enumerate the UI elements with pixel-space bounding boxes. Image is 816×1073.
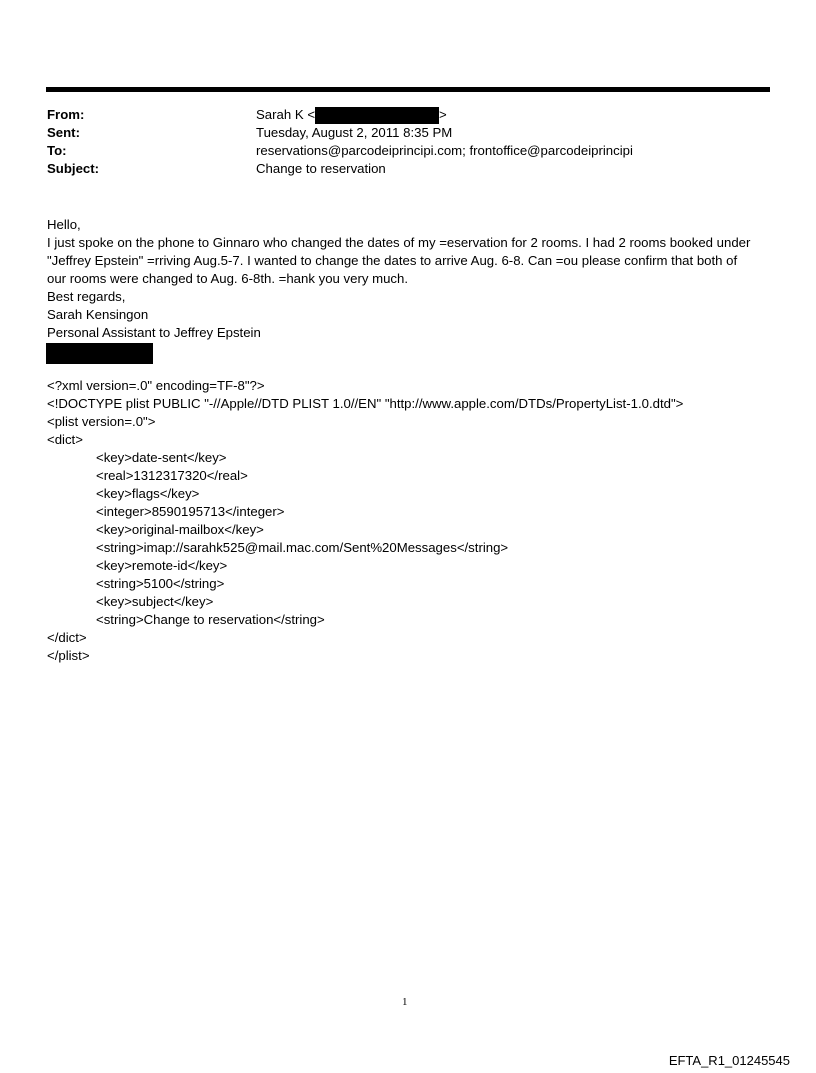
redacted-email-block xyxy=(315,107,439,124)
signature-name: Sarah Kensingon xyxy=(47,307,149,322)
xml-indented-line: <key>original-mailbox</key> xyxy=(96,522,264,537)
sent-label: Sent: xyxy=(47,125,80,140)
from-close-bracket: > xyxy=(439,107,447,122)
xml-indented-line: <real>1312317320</real> xyxy=(96,468,248,483)
xml-indented-line: <integer>8590195713</integer> xyxy=(96,504,285,519)
from-value xyxy=(256,106,447,124)
xml-indented-line: <key>remote-id</key> xyxy=(96,558,228,573)
xml-indented-line: <string>5100</string> xyxy=(96,576,225,591)
bates-number: EFTA_R1_01245545 xyxy=(668,1053,790,1068)
from-label: From: xyxy=(47,107,85,122)
to-value: reservations@parcodeiprincipi.com; frontoffice@parcodeiprincipi xyxy=(256,143,633,158)
xml-line: <!DOCTYPE plist PUBLIC "-//Apple//DTD PLIST 1.0//EN" "http://www.apple.com/DTDs/PropertyList-1.0.dtd"> xyxy=(47,396,684,411)
redacted-signature-block xyxy=(46,343,153,364)
signature-title: Personal Assistant to Jeffrey Epstein xyxy=(47,325,261,340)
xml-indented-line: <key>date-sent</key> xyxy=(96,450,227,465)
header-divider-rule xyxy=(46,87,770,92)
body-line: our rooms were changed to Aug. 6-8th. =hank you very much. xyxy=(47,271,409,286)
xml-indented-line: <key>flags</key> xyxy=(96,486,200,501)
subject-label: Subject: xyxy=(47,161,100,176)
xml-closing-line: </dict> xyxy=(47,630,87,645)
body-line: Best regards, xyxy=(47,289,126,304)
xml-line: <plist version=.0"> xyxy=(47,414,156,429)
xml-indented-line: <string>Change to reservation</string> xyxy=(96,612,325,627)
xml-indented-line: <key>subject</key> xyxy=(96,594,214,609)
sent-value: Tuesday, August 2, 2011 8:35 PM xyxy=(256,125,453,140)
page-number: 1 xyxy=(402,996,408,1008)
xml-line: <dict> xyxy=(47,432,83,447)
subject-value: Change to reservation xyxy=(256,161,386,176)
plist-xml-block xyxy=(47,377,777,665)
xml-indented-line: <string>imap://sarahk525@mail.mac.com/Sent%20Messages</string> xyxy=(96,540,509,555)
body-line: Hello, xyxy=(47,217,81,232)
body-line: "Jeffrey Epstein" =rriving Aug.5-7. I wanted to change the dates to arrive Aug. 6-8. Can =ou please confirm that both of xyxy=(47,253,738,268)
to-label: To: xyxy=(47,143,67,158)
xml-closing-line: </plist> xyxy=(47,648,90,663)
body-line: I just spoke on the phone to Ginnaro who changed the dates of my =eservation for 2 rooms. I had 2 rooms booked under xyxy=(47,235,751,250)
from-name: Sarah K < xyxy=(256,107,316,122)
email-body xyxy=(47,216,777,342)
xml-line: <?xml version=.0" encoding=TF-8"?> xyxy=(47,378,265,393)
